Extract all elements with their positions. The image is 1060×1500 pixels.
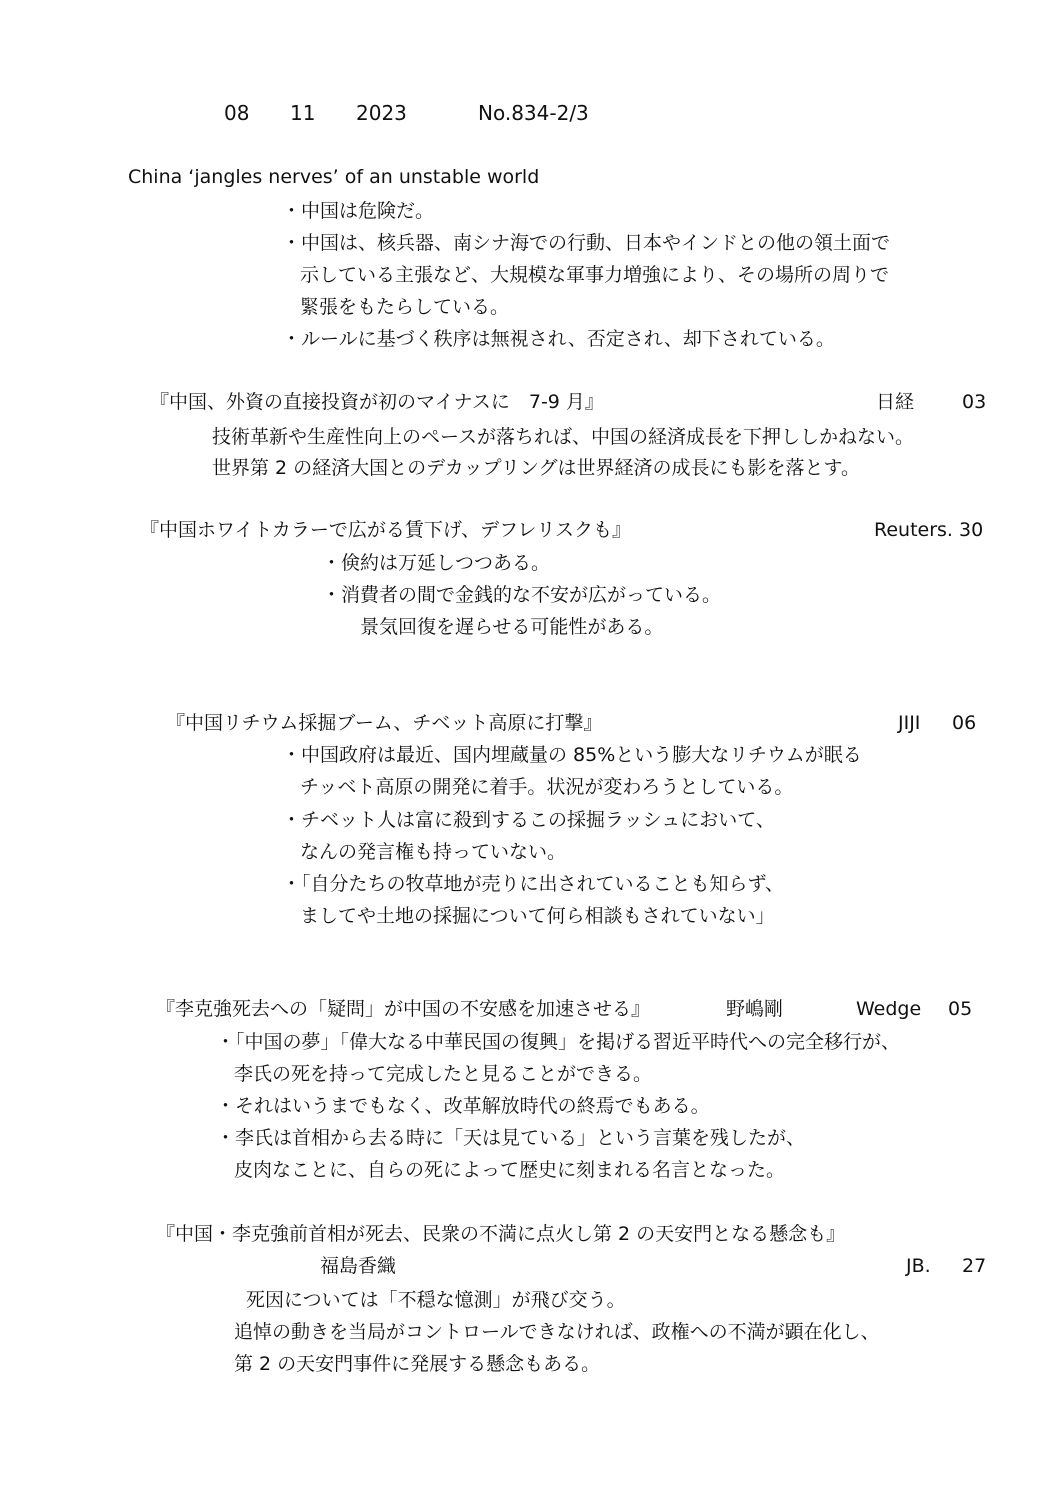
continuation-line: なんの発言権も持っていない。: [300, 841, 567, 863]
continuation-line: 皮肉なことに、自らの死によって歴史に刻まれる名言となった。: [234, 1159, 786, 1181]
date-year: 2023: [356, 101, 407, 125]
article-source: Wedge: [856, 998, 922, 1020]
summary-line: 技術革新や生産性向上のペースが落ちれば、中国の経済成長を下押ししかねない。: [212, 426, 915, 448]
continuation-line: 李氏の死を持って完成したと見ることができる。: [234, 1063, 653, 1085]
date-day: 11: [290, 101, 316, 125]
bullet-line: ・倹約は万延しつつある。: [322, 552, 551, 574]
bullet-line: ・「中国の夢」「偉大なる中華民国の復興」を掲げる習近平時代への完全移行が、: [216, 1031, 901, 1053]
bullet-line: ・ルールに基づく秩序は無視され、否定され、却下されている。: [282, 328, 835, 350]
bullet-line: ・「自分たちの牧草地が売りに出されていることも知らず、: [282, 873, 784, 895]
summary-line: 死因については「不穏な憶測」が飛び交う。: [246, 1289, 626, 1311]
article-source: JB.: [906, 1255, 931, 1277]
summary-line: 世界第 2 の経済大国とのデカップリングは世界経済の成長にも影を落とす。: [212, 457, 860, 479]
date-month: 08: [224, 101, 250, 125]
article-date: 06: [952, 712, 977, 734]
bullet-line: ・チベット人は富に殺到するこの採掘ラッシュにおいて、: [282, 809, 775, 831]
article-title: 『中国・李克強前首相が死去、民衆の不満に点火し第 2 の天安門となる懸念も』: [156, 1223, 846, 1245]
bullet-line: ・李氏は首相から去る時に「天は見ている」という言葉を残したが、: [216, 1127, 806, 1149]
article-title: 『中国ホワイトカラーで広がる賃下げ、デフレリスクも』: [140, 519, 631, 541]
summary-line: 追悼の動きを当局がコントロールできなければ、政権への不満が顕在化し、: [234, 1321, 880, 1343]
article-title: 『中国、外資の直接投資が初のマイナスに 7-9 月』: [150, 391, 604, 413]
continuation-line: ましてや土地の採掘について何ら相談もされていない」: [300, 905, 775, 927]
bullet-line: ・中国は危険だ。: [282, 200, 435, 222]
article-source: Reuters. 30: [874, 519, 984, 541]
article-date: 27: [962, 1255, 987, 1277]
article-date: 05: [948, 998, 973, 1020]
article-source: JIJI: [898, 712, 921, 734]
bullet-line: ・中国政府は最近、国内埋蔵量の 85%という膨大なリチウムが眠る: [282, 744, 862, 766]
continuation-line: 緊張をもたらしている。: [300, 296, 510, 318]
article-source: 日経: [876, 391, 915, 413]
continuation-line: チッベト高原の開発に着手。状況が変わろうとしている。: [300, 776, 794, 798]
continuation-line: 示している主張など、大規模な軍事力増強により、その場所の周りで: [300, 264, 890, 286]
article-title: 『中国リチウム採掘ブーム、チベット高原に打撃』: [166, 712, 603, 734]
bullet-line: ・消費者の間で金銭的な不安が広がっている。: [322, 584, 722, 606]
bullet-line: ・それはいうまでもなく、改革解放時代の終焉でもある。: [216, 1095, 710, 1117]
article-author: 福島香織: [320, 1255, 397, 1277]
article-date: 03: [962, 391, 987, 413]
continuation-line: 景気回復を遅らせる可能性がある。: [360, 616, 664, 638]
article-author: 野嶋剛: [726, 998, 784, 1020]
bullet-line: ・中国は、核兵器、南シナ海での行動、日本やインドとの他の領土面で: [282, 232, 891, 254]
document-number: No.834-2/3: [478, 101, 589, 125]
article-title: China ‘jangles nerves’ of an unstable world: [128, 166, 540, 188]
article-title: 『李克強死去への「疑問」が中国の不安感を加速させる』: [156, 998, 651, 1020]
summary-line: 第 2 の天安門事件に発展する懸念もある。: [234, 1353, 601, 1375]
